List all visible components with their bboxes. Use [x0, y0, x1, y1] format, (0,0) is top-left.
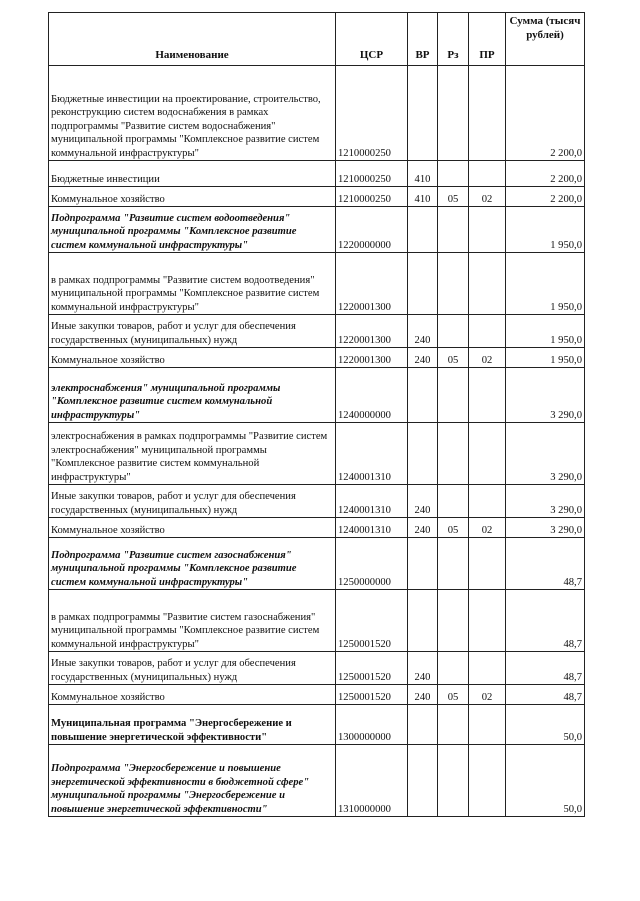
pr-cell — [469, 368, 506, 423]
table-row — [49, 66, 585, 161]
name-cell: Иные закупки товаров, работ и услуг для обеспечения государственных (муниципальных) нужд — [49, 315, 336, 348]
pr-cell: 02 — [469, 685, 506, 705]
rz-cell — [438, 652, 469, 685]
vr-cell: 240 — [408, 518, 438, 538]
csr-cell: 1240001310 — [336, 518, 408, 538]
csr-cell: 1240001310 — [336, 485, 408, 518]
csr-cell: 1250001520 — [336, 652, 408, 685]
csr-cell: 1220000000 — [336, 207, 408, 253]
sum-cell: 3 290,0 — [506, 423, 585, 485]
rz-cell — [438, 161, 469, 187]
table-row — [49, 705, 585, 745]
vr-cell — [408, 538, 438, 590]
name-cell: Подпрограмма "Развитие систем водоотведения" муниципальной программы "Комплексное развитие систем коммунальной инфраструктуры" — [49, 207, 336, 253]
table-row — [49, 315, 585, 348]
sum-cell: 1 950,0 — [506, 315, 585, 348]
sum-cell: 50,0 — [506, 705, 585, 745]
sum-cell: 48,7 — [506, 685, 585, 705]
rz-cell — [438, 485, 469, 518]
rz-cell — [438, 253, 469, 315]
csr-cell: 1250001520 — [336, 590, 408, 652]
csr-cell: 1210000250 — [336, 187, 408, 207]
rz-cell — [438, 745, 469, 817]
csr-cell: 1250001520 — [336, 685, 408, 705]
name-cell: Подпрограмма "Энергосбережение и повышение энергетической эффективности в бюджетной сфере" муниципальной программы "Энергосбережение и повышение энергетической эффективности" — [49, 745, 336, 817]
sum-cell: 3 290,0 — [506, 368, 585, 423]
rz-cell: 05 — [438, 187, 469, 207]
table-row — [49, 207, 585, 253]
sum-cell: 3 290,0 — [506, 485, 585, 518]
table-row — [49, 348, 585, 368]
table-row — [49, 368, 585, 423]
budget-table — [48, 12, 585, 817]
table-row — [49, 745, 585, 817]
vr-cell: 240 — [408, 315, 438, 348]
pr-cell — [469, 745, 506, 817]
vr-cell: 240 — [408, 652, 438, 685]
vr-cell — [408, 207, 438, 253]
sum-cell: 48,7 — [506, 590, 585, 652]
name-cell: Подпрограмма "Развитие систем газоснабжения" муниципальной программы "Комплексное развитие систем коммунальной инфраструктуры" — [49, 538, 336, 590]
csr-cell: 1240001310 — [336, 423, 408, 485]
pr-cell — [469, 485, 506, 518]
pr-cell — [469, 161, 506, 187]
pr-cell: 02 — [469, 187, 506, 207]
name-cell: Коммунальное хозяйство — [49, 187, 336, 207]
table-row — [49, 253, 585, 315]
csr-cell: 1250000000 — [336, 538, 408, 590]
header-row — [49, 13, 585, 66]
table-row — [49, 161, 585, 187]
rz-cell — [438, 66, 469, 161]
vr-cell — [408, 66, 438, 161]
pr-cell — [469, 253, 506, 315]
name-cell: в рамках подпрограммы "Развитие систем водоотведения" муниципальной программы "Комплексное развитие систем коммунальной инфраструктуры" — [49, 253, 336, 315]
header-rz: Рз — [438, 13, 469, 66]
sum-cell: 2 200,0 — [506, 187, 585, 207]
rz-cell — [438, 423, 469, 485]
header-sum: Сумма (тысяч рублей) — [506, 13, 585, 66]
vr-cell — [408, 705, 438, 745]
rz-cell — [438, 315, 469, 348]
table-row — [49, 485, 585, 518]
pr-cell — [469, 590, 506, 652]
pr-cell — [469, 207, 506, 253]
csr-cell: 1220001300 — [336, 253, 408, 315]
pr-cell — [469, 315, 506, 348]
vr-cell — [408, 423, 438, 485]
rz-cell — [438, 590, 469, 652]
vr-cell — [408, 745, 438, 817]
vr-cell: 410 — [408, 187, 438, 207]
header-name: Наименование — [49, 13, 336, 66]
pr-cell: 02 — [469, 518, 506, 538]
rz-cell — [438, 368, 469, 423]
pr-cell — [469, 652, 506, 685]
pr-cell — [469, 423, 506, 485]
sum-cell: 48,7 — [506, 652, 585, 685]
sum-cell: 1 950,0 — [506, 207, 585, 253]
vr-cell — [408, 253, 438, 315]
sum-cell: 1 950,0 — [506, 253, 585, 315]
vr-cell: 240 — [408, 485, 438, 518]
rz-cell — [438, 538, 469, 590]
name-cell: Коммунальное хозяйство — [49, 518, 336, 538]
rz-cell — [438, 705, 469, 745]
name-cell: в рамках подпрограммы "Развитие систем газоснабжения" муниципальной программы "Комплексное развитие систем коммунальной инфраструктуры" — [49, 590, 336, 652]
table-row — [49, 685, 585, 705]
csr-cell: 1220001300 — [336, 315, 408, 348]
sum-cell: 2 200,0 — [506, 66, 585, 161]
sum-cell: 50,0 — [506, 745, 585, 817]
rz-cell: 05 — [438, 348, 469, 368]
table-row — [49, 423, 585, 485]
header-vr: ВР — [408, 13, 438, 66]
pr-cell: 02 — [469, 348, 506, 368]
sum-cell: 48,7 — [506, 538, 585, 590]
rz-cell — [438, 207, 469, 253]
name-cell: Иные закупки товаров, работ и услуг для обеспечения государственных (муниципальных) нужд — [49, 485, 336, 518]
rz-cell: 05 — [438, 685, 469, 705]
sum-cell: 2 200,0 — [506, 161, 585, 187]
vr-cell: 240 — [408, 348, 438, 368]
table-row — [49, 518, 585, 538]
table-row — [49, 652, 585, 685]
name-cell: Иные закупки товаров, работ и услуг для обеспечения государственных (муниципальных) нужд — [49, 652, 336, 685]
table-row — [49, 590, 585, 652]
pr-cell — [469, 705, 506, 745]
pr-cell — [469, 538, 506, 590]
csr-cell: 1210000250 — [336, 66, 408, 161]
name-cell: Муниципальная программа "Энергосбережение и повышение энергетической эффективности" — [49, 705, 336, 745]
sum-cell: 3 290,0 — [506, 518, 585, 538]
csr-cell: 1310000000 — [336, 745, 408, 817]
name-cell: Бюджетные инвестиции на проектирование, строительство, реконструкцию систем водоснабжения в рамках подпрограммы "Развитие систем водоснабжения" муниципальной программы "Комплексное развитие систем коммунальной инфраструктуры" — [49, 66, 336, 161]
pr-cell — [469, 66, 506, 161]
vr-cell: 410 — [408, 161, 438, 187]
header-csr: ЦСР — [336, 13, 408, 66]
name-cell: Коммунальное хозяйство — [49, 685, 336, 705]
name-cell: электроснабжения" муниципальной программы "Комплексное развитие систем коммунальной инфраструктуры" — [49, 368, 336, 423]
csr-cell: 1240000000 — [336, 368, 408, 423]
name-cell: Бюджетные инвестиции — [49, 161, 336, 187]
rz-cell: 05 — [438, 518, 469, 538]
csr-cell: 1300000000 — [336, 705, 408, 745]
vr-cell — [408, 368, 438, 423]
csr-cell: 1220001300 — [336, 348, 408, 368]
vr-cell: 240 — [408, 685, 438, 705]
vr-cell — [408, 590, 438, 652]
header-pr: ПР — [469, 13, 506, 66]
name-cell: Коммунальное хозяйство — [49, 348, 336, 368]
csr-cell: 1210000250 — [336, 161, 408, 187]
table-row — [49, 187, 585, 207]
table-row — [49, 538, 585, 590]
sum-cell: 1 950,0 — [506, 348, 585, 368]
name-cell: электроснабжения в рамках подпрограммы "Развитие систем электроснабжения" муниципальной программы "Комплексное развитие систем коммунальной инфраструктуры" — [49, 423, 336, 485]
